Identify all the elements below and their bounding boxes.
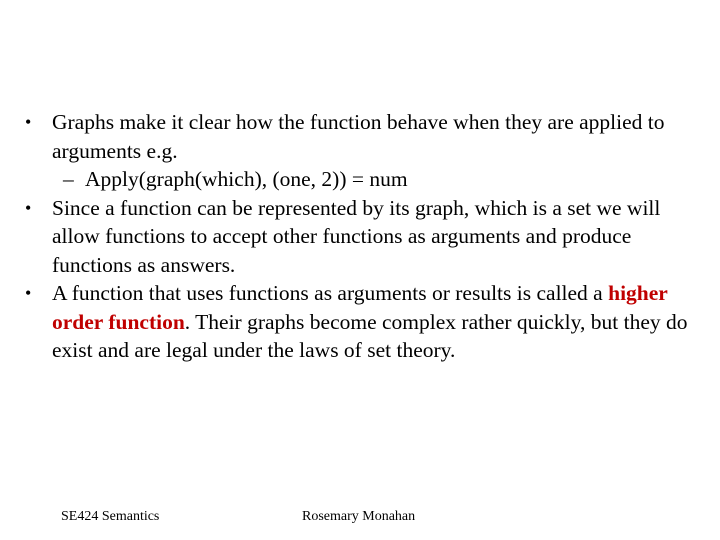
bullet-text: Graphs make it clear how the function behave when they are applied to arguments e.g. xyxy=(52,110,665,163)
emphasized-term: higher order function xyxy=(52,281,668,334)
bullet-marker: • xyxy=(25,197,32,218)
footer-author: Rosemary Monahan xyxy=(302,509,416,524)
bullet-item-2 xyxy=(0,194,692,280)
bullet-item-3 xyxy=(0,279,692,365)
bullet-marker: • xyxy=(25,283,32,303)
sub-bullet-text: Apply(graph(which), (one, 2)) = num xyxy=(85,167,408,191)
bullet-item-1 xyxy=(0,108,692,165)
sub-bullet-item-1 xyxy=(0,165,685,194)
bullet-text: Since a function can be represented by its graph, which is a set we will allow functions to accept other functions as arguments and produce functions as answers. xyxy=(52,195,661,277)
bullet-marker: • xyxy=(25,112,32,132)
sub-bullet-marker: – xyxy=(63,167,74,191)
bullet-text-before: A function that uses functions as arguments or results is called a xyxy=(52,281,609,305)
slide-body xyxy=(0,108,720,365)
bullet-text-after: . Their graphs become complex rather quickly, but they do exist and are legal under the laws of set theory. xyxy=(52,309,688,362)
footer-course: SE424 Semantics xyxy=(61,509,160,524)
